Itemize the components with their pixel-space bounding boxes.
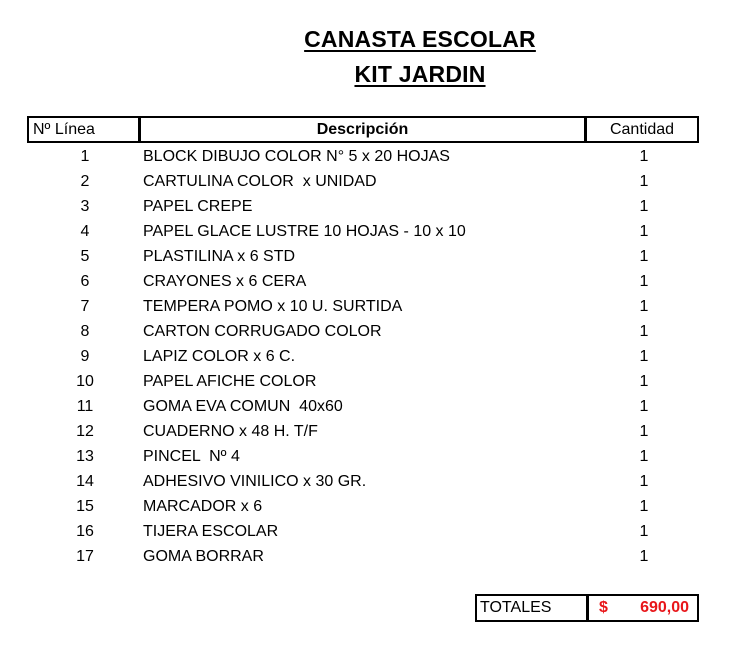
row-quantity: 1 xyxy=(639,422,649,440)
row-description: TEMPERA POMO x 10 U. SURTIDA xyxy=(143,297,403,315)
row-quantity: 1 xyxy=(639,297,649,315)
row-line-number: 1 xyxy=(80,147,90,165)
table-row xyxy=(27,194,699,219)
row-quantity: 1 xyxy=(639,147,649,165)
header-description: Descripción xyxy=(141,118,587,141)
table-header xyxy=(27,116,699,143)
table-row xyxy=(27,344,699,369)
totals-label: TOTALES xyxy=(477,596,589,620)
row-quantity: 1 xyxy=(639,472,649,490)
row-quantity: 1 xyxy=(639,447,649,465)
table-row xyxy=(27,219,699,244)
row-line-number: 15 xyxy=(76,497,94,515)
row-quantity: 1 xyxy=(639,322,649,340)
header-line-number: Nº Línea xyxy=(29,118,141,141)
row-line-number: 17 xyxy=(76,547,94,565)
row-quantity: 1 xyxy=(639,522,649,540)
table-row xyxy=(27,494,699,519)
row-quantity: 1 xyxy=(639,547,649,565)
table-row xyxy=(27,294,699,319)
table-row xyxy=(27,169,699,194)
table-row xyxy=(27,244,699,269)
row-quantity: 1 xyxy=(639,197,649,215)
table-row xyxy=(27,544,699,569)
row-quantity: 1 xyxy=(639,272,649,290)
row-description: CRAYONES x 6 CERA xyxy=(143,272,307,290)
row-line-number: 13 xyxy=(76,447,94,465)
row-description: TIJERA ESCOLAR xyxy=(143,522,279,540)
row-line-number: 16 xyxy=(76,522,94,540)
table-row xyxy=(27,369,699,394)
row-quantity: 1 xyxy=(639,222,649,240)
row-description: GOMA BORRAR xyxy=(143,547,264,565)
table-row xyxy=(27,444,699,469)
header-quantity: Cantidad xyxy=(609,120,675,138)
row-description: BLOCK DIBUJO COLOR N° 5 x 20 HOJAS xyxy=(143,147,450,165)
totals-currency: $ xyxy=(599,599,608,616)
totals-amount: 690,00 xyxy=(640,599,689,616)
row-description: PLASTILINA x 6 STD xyxy=(143,247,296,265)
row-line-number: 10 xyxy=(76,372,94,390)
row-line-number: 7 xyxy=(80,297,90,315)
row-quantity: 1 xyxy=(639,372,649,390)
row-description: MARCADOR x 6 xyxy=(143,497,263,515)
table-row xyxy=(27,419,699,444)
row-quantity: 1 xyxy=(639,172,649,190)
row-line-number: 2 xyxy=(80,172,90,190)
row-line-number: 6 xyxy=(80,272,90,290)
row-line-number: 9 xyxy=(80,347,90,365)
row-description: CUADERNO x 48 H. T/F xyxy=(143,422,318,440)
row-description: ADHESIVO VINILICO x 30 GR. xyxy=(143,472,367,490)
table-row xyxy=(27,144,699,169)
table-row xyxy=(27,519,699,544)
totals-value xyxy=(589,596,697,620)
table-row xyxy=(27,319,699,344)
row-description: CARTULINA COLOR x UNIDAD xyxy=(143,172,377,190)
row-quantity: 1 xyxy=(639,347,649,365)
document-subtitle: KIT JARDIN xyxy=(354,61,486,87)
row-line-number: 14 xyxy=(76,472,94,490)
row-line-number: 12 xyxy=(76,422,94,440)
row-description: PAPEL CREPE xyxy=(143,197,253,215)
table-row xyxy=(27,269,699,294)
row-description: LAPIZ COLOR x 6 C. xyxy=(143,347,296,365)
row-line-number: 11 xyxy=(76,397,94,415)
row-description: GOMA EVA COMUN 40x60 xyxy=(143,397,343,415)
row-description: PINCEL Nº 4 xyxy=(143,447,240,465)
table-body xyxy=(27,144,699,569)
row-quantity: 1 xyxy=(639,497,649,515)
row-description: CARTON CORRUGADO COLOR xyxy=(143,322,382,340)
row-line-number: 4 xyxy=(80,222,90,240)
row-line-number: 8 xyxy=(80,322,90,340)
row-quantity: 1 xyxy=(639,247,649,265)
row-description: PAPEL AFICHE COLOR xyxy=(143,372,317,390)
table-row xyxy=(27,469,699,494)
document-title: CANASTA ESCOLAR xyxy=(304,26,536,52)
row-quantity: 1 xyxy=(639,397,649,415)
table-row xyxy=(27,394,699,419)
row-line-number: 5 xyxy=(80,247,90,265)
totals-box xyxy=(475,594,699,622)
row-description: PAPEL GLACE LUSTRE 10 HOJAS - 10 x 10 xyxy=(143,222,466,240)
row-line-number: 3 xyxy=(80,197,90,215)
